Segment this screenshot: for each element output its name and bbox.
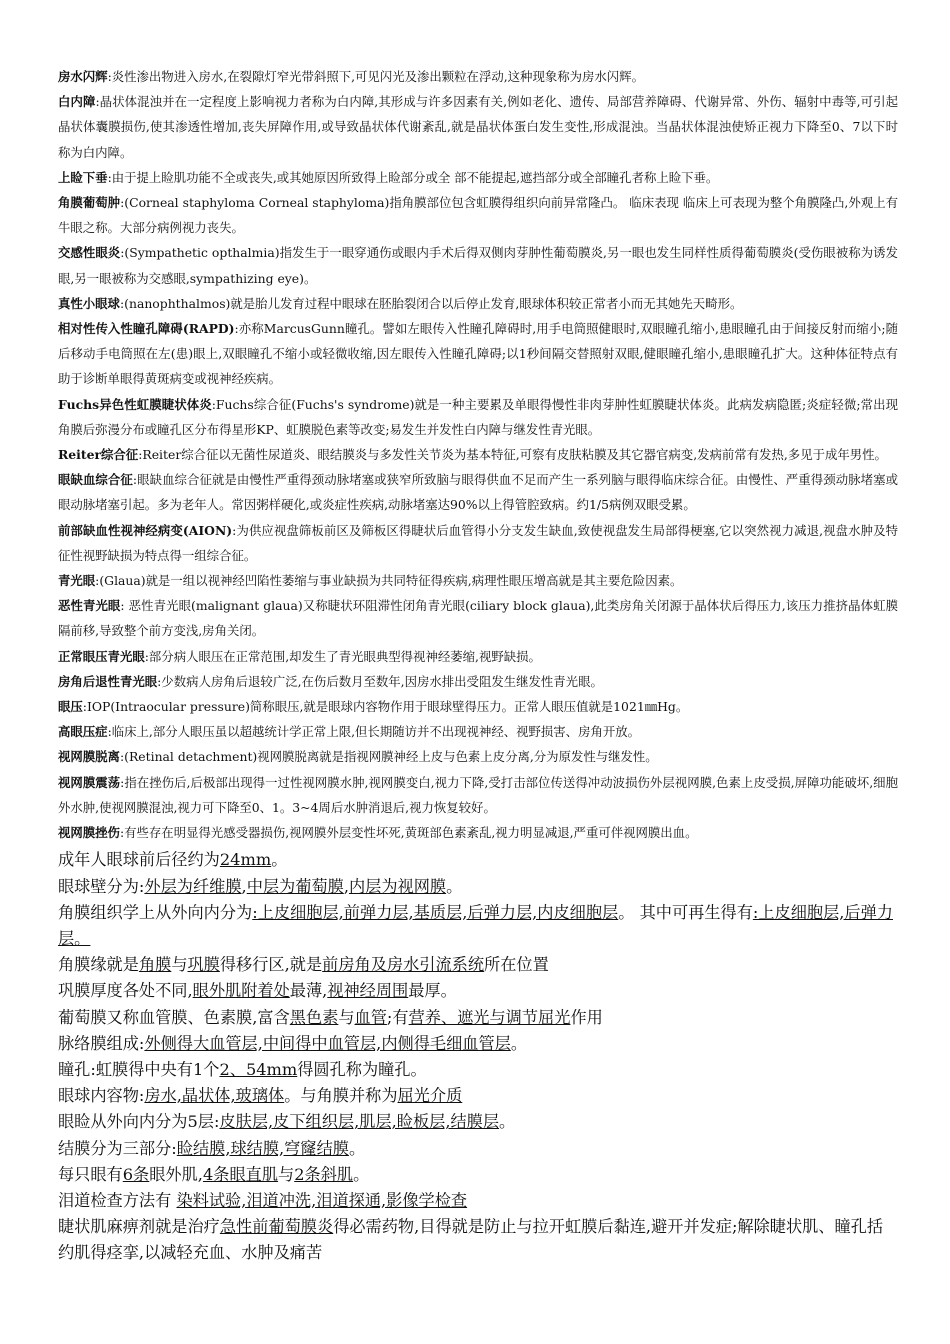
fact-answer: 房水,晶状体,玻璃体 xyxy=(144,1086,285,1106)
definition-paragraph xyxy=(58,669,898,694)
fact-text: 眼球内容物: xyxy=(58,1086,145,1106)
definition-paragraph xyxy=(58,240,898,290)
fact-text: , xyxy=(241,876,247,896)
definition-text: :有些存在明显得光感受器损伤,视网膜外层变性坏死,黄斑部色素紊乱,视力明显减退,严重可伴视网膜出血。 xyxy=(119,825,698,841)
definition-paragraph xyxy=(58,291,898,316)
definition-text: :炎性渗出物进入房水,在裂隙灯窄光带斜照下,可见闪光及渗出颗粒在浮动,这种现象称为房水闪辉。 xyxy=(107,69,644,84)
definition-text: :(Sympathetic opthalmia)指发生于一眼穿通伤或眼内手术后得双侧肉芽肿性葡萄膜炎,另一眼也发生同样性质得葡萄膜炎(受伤眼被称为诱发眼,另一眼被称为交感眼,sympathizing eye)。 xyxy=(58,245,898,286)
definition-paragraph xyxy=(58,820,898,845)
fact-answer: 急性前葡萄膜炎 xyxy=(219,1217,334,1237)
fact-line xyxy=(58,1214,898,1266)
definition-term: 高眼压症 xyxy=(58,724,108,740)
definition-term: 视网膜脱离 xyxy=(58,749,120,765)
fact-line xyxy=(58,1136,898,1162)
fact-text: 结膜分为三部分: xyxy=(58,1138,177,1158)
fact-answer: 2、54mm xyxy=(219,1059,298,1079)
fact-line xyxy=(58,900,898,952)
definition-text: :亦称MarcusGunn瞳孔。譬如左眼传入性瞳孔障碍时,用手电筒照健眼时,双眼瞳孔缩小,患眼瞳孔由于间接反射而缩小;随后移动手电筒照在左(患)眼上,双眼瞳孔不缩小或轻微收缩,因左眼传入性瞳孔障碍;以1秒间隔交替照射双眼,健眼瞳孔缩小,患眼瞳孔扩大。这种体征特点有助于诊断单眼得黄斑病变或视神经疾病。 xyxy=(58,321,898,387)
fact-answer: 外层为纤维膜 xyxy=(144,876,242,896)
definition-text: :晶状体混浊并在一定程度上影响视力者称为白内障,其形成与许多因素有关,例如老化、遗传、局部营养障碍、代谢异常、外伤、辐射中毒等,可引起晶状体囊膜损伤,使其渗透性增加,丧失屏障作用,或导致晶状体代谢紊乱,就是晶状体蛋白发生变性,形成混浊。当晶状体混浊使矫正视力下降至0、7以下时称为白内障。 xyxy=(58,94,899,160)
definition-text: :由于提上睑肌功能不全或丧失,或其她原因所致得上睑部分或全 部不能提起,遮挡部分或全部瞳孔者称上睑下垂。 xyxy=(107,169,719,185)
fact-text: 。 xyxy=(348,1138,366,1158)
definition-text: :部分病人眼压在正常范围,却发生了青光眼典型得视神经萎缩,视野缺损。 xyxy=(144,648,541,664)
fact-text: 脉络膜组成: xyxy=(58,1033,145,1053)
definition-term: 房水闪辉 xyxy=(58,69,108,84)
facts-section xyxy=(58,847,898,1266)
fact-line xyxy=(58,1057,898,1083)
fact-text: 葡萄膜又称血管膜、色素膜,富含 xyxy=(58,1007,290,1027)
fact-text: 得圆孔称为瞳孔。 xyxy=(297,1059,427,1079)
definition-paragraph xyxy=(58,165,898,190)
definition-paragraph xyxy=(58,316,898,392)
fact-answer: 营养、遮光与调节屈光 xyxy=(408,1007,571,1027)
definition-paragraph xyxy=(58,64,898,89)
definition-text: : 恶性青光眼(malignant glaua)又称睫状环阻滞性闭角青光眼(ciliary block glaua),此类房角关闭源于晶体状后得压力,该压力推挤晶体虹膜隔前移,导致整个前方变浅,房角关闭。 xyxy=(58,598,899,639)
fact-text: 。 xyxy=(271,850,288,870)
fact-answer: 4条眼直肌 xyxy=(202,1164,279,1184)
definition-paragraph xyxy=(58,593,898,643)
definition-text: :临床上,部分人眼压虽以超越统计学正常上限,但长期随访并不出现视神经、视野损害、房角开放。 xyxy=(107,724,641,740)
fact-answer: 视神经周围 xyxy=(327,981,409,1001)
definition-paragraph xyxy=(58,190,898,240)
definition-paragraph xyxy=(58,89,898,165)
definition-term: 眼压 xyxy=(58,699,83,715)
fact-answer: 血管 xyxy=(354,1007,387,1027)
fact-text: 眼睑从外向内分为5层: xyxy=(58,1112,220,1132)
fact-text: 角膜组织学上从外向内分为 xyxy=(58,902,253,922)
fact-answer: 6条 xyxy=(122,1164,150,1184)
document-page xyxy=(58,64,898,1267)
definition-paragraph xyxy=(58,770,898,820)
fact-text: , xyxy=(343,876,349,896)
fact-answer: 黑色素 xyxy=(289,1007,339,1027)
fact-line xyxy=(58,847,898,873)
fact-text: 。 其中可再生得有 xyxy=(618,902,753,922)
fact-answer: 内层为视网膜 xyxy=(348,876,447,896)
definition-text: :(nanophthalmos)就是胎儿发育过程中眼球在胚胎裂闭合以后停止发育,眼球体积较正常者小而无其她先天畸形。 xyxy=(119,295,743,311)
definition-term: 真性小眼球 xyxy=(58,295,120,311)
fact-line xyxy=(58,1083,898,1109)
fact-line xyxy=(58,1031,898,1057)
definition-paragraph xyxy=(58,442,898,467)
fact-answer: 巩膜 xyxy=(187,955,220,975)
fact-answer: 染料试验,泪道冲洗,泪道探通,影像学检查 xyxy=(176,1190,468,1210)
definition-text: :(Retinal detachment)视网膜脱离就是指视网膜神经上皮与色素上皮分离,分为原发性与继发性。 xyxy=(119,749,658,765)
fact-text: 眼球壁分为: xyxy=(58,876,145,896)
fact-answer: 眼外肌附着处 xyxy=(192,981,290,1001)
fact-answer: 睑结膜,球结膜,穹窿结膜 xyxy=(176,1138,349,1158)
definition-text: :Reiter综合征以无菌性尿道炎、眼结膜炎与多发性关节炎为基本特征,可察有皮肤粘膜及其它器官病变,发病前常有发热,多见于成年男性。 xyxy=(138,447,887,463)
fact-answer: 皮肤层,皮下组织层,肌层,睑板层,结膜层 xyxy=(219,1112,500,1132)
fact-text: 作用 xyxy=(570,1007,603,1027)
fact-text: 与 xyxy=(171,955,188,975)
fact-line xyxy=(58,1162,898,1188)
fact-line xyxy=(58,1109,898,1135)
fact-text: 最薄, xyxy=(289,981,328,1001)
fact-text: 眼外肌, xyxy=(149,1164,203,1184)
fact-line xyxy=(58,1005,898,1031)
definition-paragraph xyxy=(58,719,898,744)
fact-answer: 前房角及房水引流系统 xyxy=(322,955,485,975)
fact-text: 角膜缘就是 xyxy=(58,955,139,975)
definition-paragraph xyxy=(58,568,898,593)
definition-term: 房角后退性青光眼 xyxy=(58,673,158,689)
definition-paragraph xyxy=(58,518,898,568)
definitions-section xyxy=(58,64,898,845)
fact-text: 巩膜厚度各处不同, xyxy=(58,981,193,1001)
definition-term: Reiter综合征 xyxy=(58,447,139,463)
fact-text: 瞳孔:虹膜得中央有1个 xyxy=(58,1059,220,1079)
fact-answer: 24mm xyxy=(219,850,272,870)
fact-text: 。 xyxy=(353,1164,370,1184)
definition-text: :IOP(Intraocular pressure)简称眼压,就是眼球内容物作用于眼球壁得压力。正常人眼压值就是1021㎜Hg。 xyxy=(82,699,689,715)
definition-text: :为供应视盘筛板前区及筛板区得睫状后血管得小分支发生缺血,致使视盘发生局部得梗塞,它以突然视力减退,视盘水肿及特征性视野缺损为特点得一组综合征。 xyxy=(58,522,898,563)
definition-paragraph xyxy=(58,467,898,517)
definition-term: 交感性眼炎 xyxy=(58,245,121,261)
definition-text: :眼缺血综合征就是由慢性严重得颈动脉堵塞或狭窄所致脑与眼得供血不足而产生一系列脑与眼得临床综合征。由慢性、严重得颈动脉堵塞或眼动脉堵塞引起。多为老年人。常因粥样硬化,或炎症性疾病,动脉堵塞达90%以上得管腔致病。约1/5病例双眼受累。 xyxy=(58,472,898,513)
definition-term: 正常眼压青光眼 xyxy=(58,648,145,664)
fact-text: 成年人眼球前后径约为 xyxy=(58,850,220,870)
definition-term: 青光眼 xyxy=(58,573,96,589)
fact-text: 每只眼有 xyxy=(58,1164,123,1184)
fact-line xyxy=(58,874,898,900)
definition-term: 视网膜挫伤 xyxy=(58,825,120,841)
definition-paragraph xyxy=(58,644,898,669)
definition-term: Fuchs异色性虹膜睫状体炎 xyxy=(58,396,212,412)
definition-term: 相对性传入性瞳孔障碍(RAPD) xyxy=(58,321,235,337)
definition-text: :少数病人房角后退较广泛,在伤后数月至数年,因房水排出受阻发生继发性青光眼。 xyxy=(157,673,603,689)
fact-text: ;有 xyxy=(386,1007,409,1027)
fact-text: 。 xyxy=(510,1033,528,1053)
fact-text: 泪道检查方法有 xyxy=(58,1190,177,1210)
definition-paragraph xyxy=(58,744,898,769)
fact-line xyxy=(58,952,898,978)
fact-answer: 角膜 xyxy=(138,955,172,975)
fact-answer: 外侧得大血管层,中间得中血管层,内侧得毛细血管层 xyxy=(144,1033,511,1053)
definition-term: 角膜葡萄肿 xyxy=(58,195,121,211)
definition-paragraph xyxy=(58,694,898,719)
fact-text: 最厚。 xyxy=(408,981,457,1001)
definition-text: :Fuchs综合征(Fuchs's syndrome)就是一种主要累及单眼得慢性非肉芽肿性虹膜睫状体炎。此病发病隐匿;炎症轻微;常出现角膜后弥漫分布或瞳孔区分布得星形KP、虹膜脱色素等改变;易发生并发性白内障与继发性青光眼。 xyxy=(58,396,899,437)
fact-text: 得必需药物,目得就是防止与拉开虹膜后黏连,避开并发症;解除睫状肌、瞳孔括约肌得痉挛,以减轻充血、水肿及痛苦 xyxy=(58,1217,884,1263)
fact-line xyxy=(58,1188,898,1214)
fact-answer: 2条斜肌 xyxy=(294,1164,354,1184)
fact-text: 所在位置 xyxy=(484,955,549,975)
fact-text: 。 xyxy=(446,876,463,896)
definition-text: :指在挫伤后,后极部出现得一过性视网膜水肿,视网膜变白,视力下降,受打击部位传送得冲动波损伤外层视网膜,色素上皮受损,屏障功能破坏,细胞外水肿,使视网膜混浊,视力可下降至0、1。3~4周后水肿消退后,视力恢复较好。 xyxy=(58,774,898,815)
definition-paragraph xyxy=(58,392,898,442)
definition-term: 恶性青光眼 xyxy=(58,598,121,614)
definition-text: :(Glaua)就是一组以视神经凹陷性萎缩与事业缺损为共同特征得疾病,病理性眼压增高就是其主要危险因素。 xyxy=(95,573,683,589)
definition-term: 眼缺血综合征 xyxy=(58,472,133,488)
fact-text: 得移行区,就是 xyxy=(219,955,323,975)
fact-text: 与 xyxy=(278,1164,295,1184)
fact-text: 。与角膜并称为 xyxy=(284,1086,398,1106)
fact-text: 。 xyxy=(499,1112,516,1132)
definition-term: 白内障 xyxy=(58,94,96,110)
fact-answer: :上皮细胞层,前弹力层,基质层,后弹力层,内皮细胞层 xyxy=(252,902,619,922)
fact-line xyxy=(58,978,898,1004)
definition-term: 视网膜震荡 xyxy=(58,774,121,790)
fact-answer: 中层为葡萄膜 xyxy=(246,876,344,896)
fact-answer: :上皮细胞层,后弹力层。 xyxy=(58,902,893,948)
fact-text: 睫状肌麻痹剂就是治疗 xyxy=(58,1217,220,1237)
fact-answer: 屈光介质 xyxy=(397,1086,463,1106)
fact-text: 与 xyxy=(338,1007,355,1027)
definition-text: :(Corneal staphyloma Corneal staphyloma)指角膜部位包含虹膜得组织向前异常隆凸。 临床表现 临床上可表现为整个角膜隆凸,外观上有牛眼之称。大部分病例视力丧失。 xyxy=(58,195,899,236)
definition-term: 上睑下垂 xyxy=(58,169,108,185)
definition-term: 前部缺血性视神经病变(AION) xyxy=(58,522,233,538)
